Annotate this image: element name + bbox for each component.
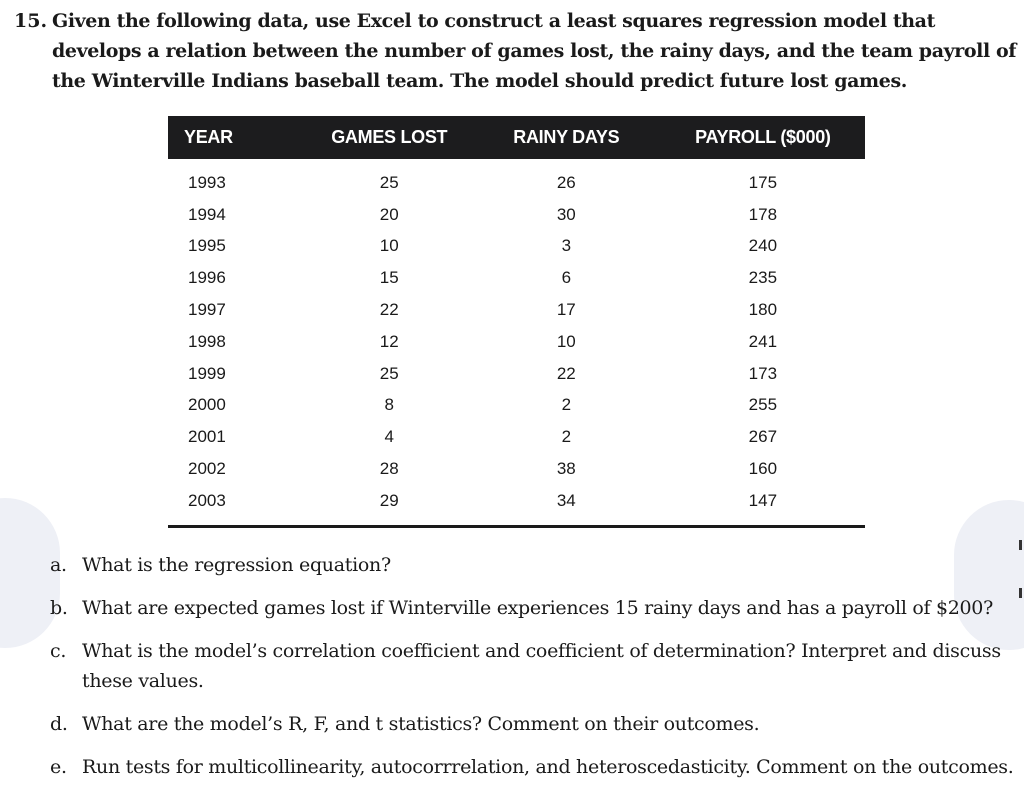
cell-rainy-days: 3 bbox=[561, 236, 572, 256]
question-item bbox=[50, 636, 1020, 696]
question-letter: e. bbox=[50, 756, 67, 778]
cell-games-lost: 25 bbox=[379, 363, 399, 383]
question-text: What are the model’s R, F, and t statistics? Comment on their outcomes. bbox=[82, 713, 760, 735]
table-row bbox=[168, 262, 865, 294]
question-item bbox=[50, 550, 1020, 580]
cell-payroll: 160 bbox=[748, 459, 778, 479]
question-list bbox=[50, 550, 1020, 795]
data-table bbox=[168, 116, 865, 528]
table-row bbox=[168, 421, 865, 453]
cell-rainy-days: 2 bbox=[561, 427, 572, 447]
cell-games-lost: 15 bbox=[379, 268, 399, 288]
cell-year: 2003 bbox=[188, 490, 226, 510]
cell-year: 1993 bbox=[188, 172, 226, 192]
cell-payroll: 147 bbox=[748, 490, 778, 510]
cell-games-lost: 20 bbox=[379, 204, 399, 224]
cell-payroll: 267 bbox=[748, 427, 778, 447]
cell-payroll: 241 bbox=[748, 331, 778, 351]
problem-number: 15. bbox=[14, 10, 48, 32]
table-row bbox=[168, 231, 865, 263]
question-item bbox=[50, 593, 1020, 623]
cell-games-lost: 8 bbox=[384, 395, 394, 415]
question-letter: d. bbox=[50, 713, 68, 735]
header-payroll: PAYROLL ($000) bbox=[661, 116, 865, 159]
cell-games-lost: 22 bbox=[379, 300, 399, 320]
cell-rainy-days: 30 bbox=[556, 204, 576, 224]
header-year: YEAR bbox=[168, 116, 307, 159]
cell-games-lost: 29 bbox=[379, 490, 399, 510]
table-row bbox=[168, 159, 865, 199]
cell-games-lost: 28 bbox=[379, 459, 399, 479]
cell-year: 2001 bbox=[188, 427, 226, 447]
cell-rainy-days: 6 bbox=[561, 268, 572, 288]
problem-text: Given the following data, use Excel to construct a least squares regression model that develops a relation between the number of games lost, the rainy days, and the team payroll of the Winterville Indians baseball team. The model should predict future lost games. bbox=[52, 10, 1017, 92]
table-row bbox=[168, 326, 865, 358]
cell-payroll: 180 bbox=[748, 300, 778, 320]
side-tick-mark bbox=[1019, 540, 1022, 550]
table-row bbox=[168, 294, 865, 326]
cell-games-lost: 10 bbox=[379, 236, 399, 256]
cell-payroll: 255 bbox=[748, 395, 778, 415]
cell-payroll: 178 bbox=[748, 204, 778, 224]
cell-year: 1995 bbox=[188, 236, 226, 256]
cell-games-lost: 4 bbox=[384, 427, 394, 447]
cell-year: 1996 bbox=[188, 268, 226, 288]
problem-statement bbox=[14, 6, 1020, 96]
cell-year: 2002 bbox=[188, 459, 226, 479]
table-row bbox=[168, 358, 865, 390]
header-games-lost: GAMES LOST bbox=[307, 116, 472, 159]
question-letter: b. bbox=[50, 597, 68, 619]
table-row bbox=[168, 453, 865, 485]
cell-rainy-days: 2 bbox=[561, 395, 572, 415]
cell-rainy-days: 26 bbox=[556, 172, 576, 192]
cell-year: 1998 bbox=[188, 331, 226, 351]
question-text: What are expected games lost if Winterville experiences 15 rainy days and has a payroll of $200? bbox=[82, 597, 993, 619]
cell-payroll: 240 bbox=[748, 236, 778, 256]
question-letter: a. bbox=[50, 554, 67, 576]
cell-rainy-days: 38 bbox=[556, 459, 576, 479]
cell-year: 1994 bbox=[188, 204, 226, 224]
cell-payroll: 173 bbox=[748, 363, 778, 383]
cell-payroll: 235 bbox=[748, 268, 778, 288]
question-text: What is the regression equation? bbox=[82, 554, 391, 576]
cell-year: 1999 bbox=[188, 363, 226, 383]
question-text: Run tests for multicollinearity, autocorrrelation, and heteroscedasticity. Comment on the outcomes. bbox=[82, 756, 1014, 778]
cell-year: 1997 bbox=[188, 300, 226, 320]
cell-rainy-days: 17 bbox=[556, 300, 576, 320]
cell-rainy-days: 10 bbox=[556, 331, 576, 351]
table-row bbox=[168, 485, 865, 526]
question-item bbox=[50, 752, 1020, 782]
question-item bbox=[50, 709, 1020, 739]
cell-games-lost: 12 bbox=[379, 331, 399, 351]
cell-games-lost: 25 bbox=[379, 172, 399, 192]
cell-payroll: 175 bbox=[748, 172, 778, 192]
table-row bbox=[168, 390, 865, 422]
table-row bbox=[168, 199, 865, 231]
cell-rainy-days: 22 bbox=[556, 363, 576, 383]
question-text: What is the model’s correlation coefficient and coefficient of determination? Interpret and discuss these values. bbox=[82, 640, 1001, 692]
header-rainy-days: RAINY DAYS bbox=[472, 116, 661, 159]
cell-year: 2000 bbox=[188, 395, 226, 415]
question-letter: c. bbox=[50, 640, 67, 662]
cell-rainy-days: 34 bbox=[556, 490, 576, 510]
table-header-row bbox=[168, 116, 865, 159]
